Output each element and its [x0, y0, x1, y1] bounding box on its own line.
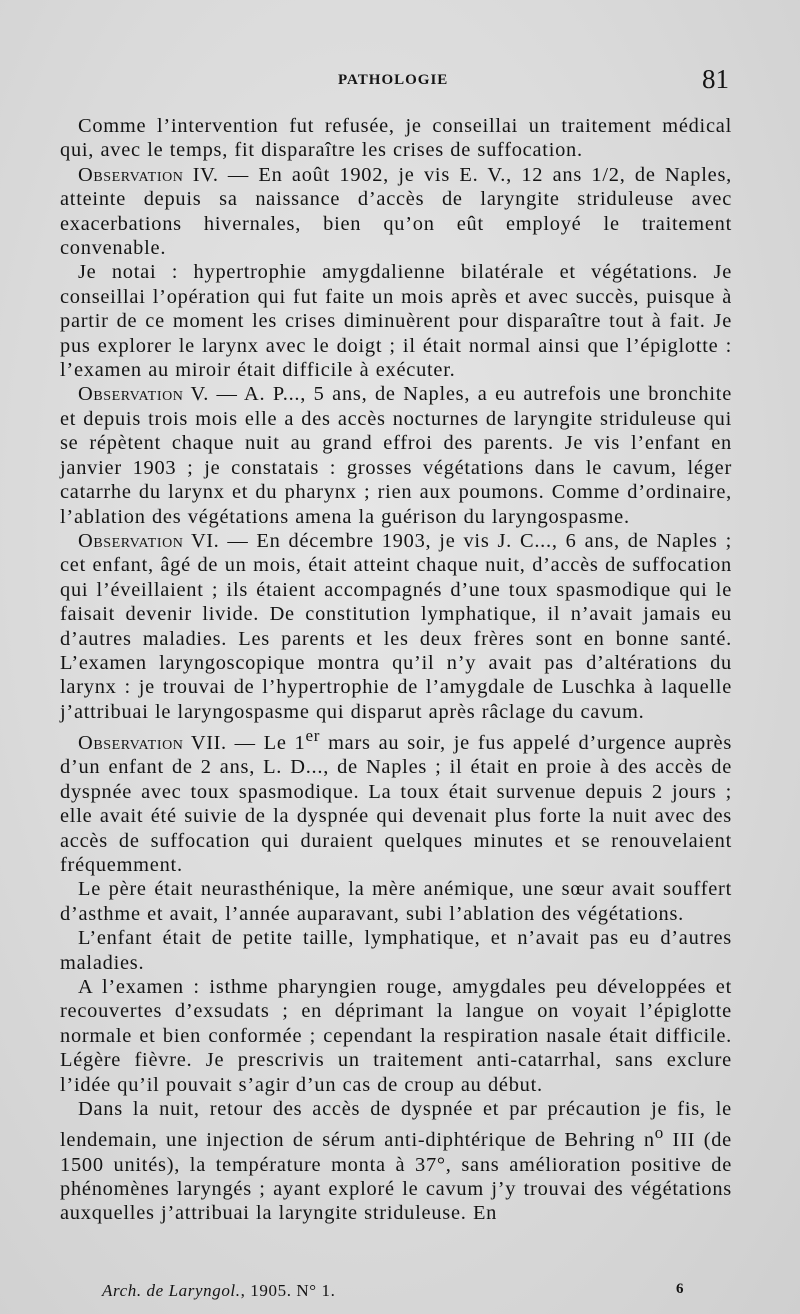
observation-6-label: Observation VI. — [78, 529, 220, 552]
night-treatment-text-end: III (de 1500 unités), la température monta à 37°, sans amélioration positive de phénomènes laryngés ; ayant exploré le cavum j’y trouvai des végétations auxquelles j’attribuai la laryngite striduleuse. En — [60, 1129, 732, 1225]
observation-7-label: Observation VII. — [78, 731, 227, 754]
page-footer — [0, 1277, 800, 1307]
running-title: PATHOLOGIE — [338, 72, 449, 88]
paragraph-observation-5 — [60, 382, 732, 528]
observation-6-text: — En décembre 1903, je vis J. C..., 6 ans, de Naples ; cet enfant, âgé de un mois, était atteint chaque nuit, d’accès de suffocation qui l’éveillaient ; ils étaient accompagnés d’une toux spasmodique qui le faisait devenir livide. De constitution lymphatique, il n’avait jamais eu d’autres maladies. Les parents et les deux frères sont en bonne santé. L’examen laryngoscopique montra qu’il n’y avait pas d’altérations du larynx : je trouvai de l’hypertrophie de l’amygdale de Luschka à laquelle j’attribuai le laryngospasme qui disparut après râclage du cavum. — [60, 529, 732, 723]
sheet-number: 6 — [676, 1281, 684, 1297]
night-treatment-text-start: Dans la nuit, retour des accès de dyspnée et par précaution je fis, le lendemain, une injection de sérum anti-diphtérique de Behring n — [60, 1098, 732, 1152]
observation-4-label: Observation IV. — [78, 163, 219, 186]
journal-issue: , 1905. N° 1. — [240, 1281, 336, 1300]
paragraph-observation-4 — [60, 163, 732, 261]
paragraph-family-history: Le père était neurasthénique, la mère anémique, une sœur avait souffert d’asthme et avait, l’année auparavant, subi l’ablation des végétations. — [60, 878, 732, 925]
paragraph-night-treatment — [60, 1097, 732, 1226]
paragraph-observation-6 — [60, 529, 732, 724]
journal-name: Arch. de Laryngol. — [102, 1281, 241, 1300]
observation-5-label: Observation V. — [78, 383, 209, 406]
text-body — [60, 114, 732, 1226]
observation-7-text-start: — Le 1 — [226, 731, 306, 754]
paragraph-examination: A l’examen : isthme pharyngien rouge, amygdales peu développées et recouvertes d’exsudats ; en déprimant la langue on voyait l’épiglotte normale et bien conformée ; cependant la respiration nasale était difficile. Légère fièvre. Je prescrivis un traitement anti-catarrhal, sans exclure l’idée qu’il pouvait s’agir d’un cas de croup au début. — [60, 976, 732, 1096]
observation-4-text: — En août 1902, je vis E. V., 12 ans 1/2, de Naples, atteinte depuis sa naissance d’accès de laryngite striduleuse avec exacerbations hivernales, bien qu’on eût employé le traitement convenable. — [60, 163, 733, 260]
page-number: 81 — [702, 64, 729, 94]
number-superscript: o — [654, 1123, 665, 1143]
running-head — [0, 62, 800, 102]
observation-7-text-end: mars au soir, je fus appelé d’urgence auprès d’un enfant de 2 ans, L. D..., de Naples ; il était en proie à des accès de dyspnée avec toux spasmodique. La toux était survenue depuis 2 jours ; elle avait été suivie de la dyspnée qui devenait plus forte la nuit avec des accès de suffocation qui duraient quelques minutes et se renouvelaient fréquemment. — [60, 731, 733, 876]
observation-7-superscript: er — [305, 726, 321, 746]
journal-citation — [102, 1281, 336, 1301]
observation-5-text: — A. P..., 5 ans, de Naples, a eu autrefois une bronchite et depuis trois mois elle a des accès nocturnes de laryngite striduleuse qui se répètent chaque nuit au grand effroi des parents. Je vis l’enfant en janvier 1903 ; je constatais : grosses végétations dans le cavum, léger catarrhe du larynx et du pharynx ; rien aux poumons. Comme d’ordinaire, l’ablation des végétations amena la guérison du laryngospasme. — [60, 383, 732, 528]
paragraph-child-description: L’enfant était de petite taille, lymphatique, et n’avait pas eu d’autres maladies. — [60, 927, 732, 974]
paragraph-findings: Je notai : hypertrophie amygdalienne bilatérale et végétations. Je conseillai l’opération qui fut faite un mois après et avec succès, puisque à partir de ce moment les crises diminuèrent pour disparaître tout à fait. Je pus explorer le larynx avec le doigt ; il était normal ainsi que l’épiglotte : l’examen au miroir était difficile à exécuter. — [60, 261, 732, 382]
paragraph-observation-7 — [60, 724, 732, 877]
paragraph-intervention-refused: Comme l’intervention fut refusée, je conseillai un traitement médical qui, avec le temps, fit disparaître les crises de suffocation. — [60, 115, 732, 162]
